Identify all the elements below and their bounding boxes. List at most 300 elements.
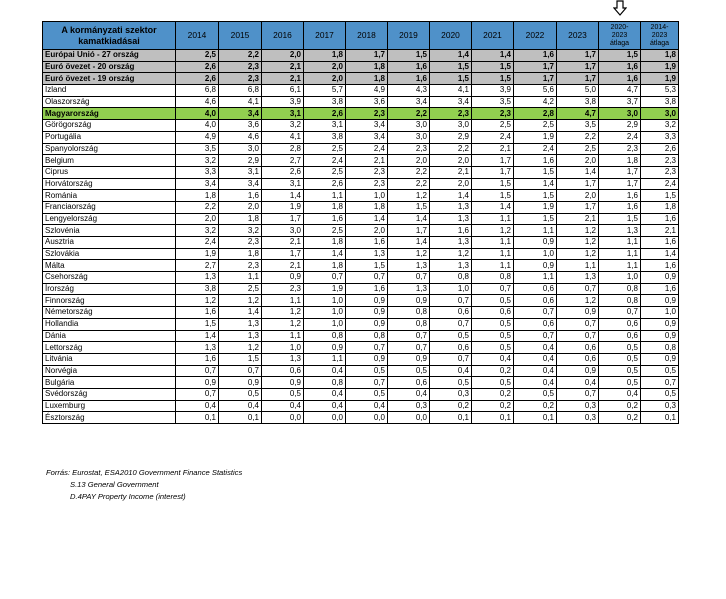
avg-header-line: 2023 [651, 31, 668, 39]
table-row [43, 272, 679, 284]
year-header-2020: 2020 [430, 22, 472, 50]
value-cell: 1,3 [557, 272, 599, 284]
value-cell: 1,3 [346, 248, 388, 260]
table-row [43, 213, 679, 225]
value-cell: 2,5 [472, 120, 514, 132]
value-cell: 2,4 [304, 155, 346, 167]
country-name: Olaszország [43, 96, 176, 108]
value-cell: 1,4 [557, 166, 599, 178]
value-cell: 0,0 [262, 412, 304, 424]
value-cell: 2,3 [472, 108, 514, 120]
value-cell: 3,5 [557, 120, 599, 132]
value-cell: 1,8 [599, 155, 641, 167]
value-cell: 2,6 [304, 178, 346, 190]
value-cell: 1,7 [557, 178, 599, 190]
country-name: Magyarország [43, 108, 176, 120]
value-cell: 2,5 [304, 166, 346, 178]
value-cell: 2,8 [262, 143, 304, 155]
value-cell: 4,1 [430, 85, 472, 97]
value-cell: 1,1 [262, 295, 304, 307]
value-cell: 0,4 [262, 400, 304, 412]
value-cell: 0,2 [472, 365, 514, 377]
value-cell: 3,0 [430, 120, 472, 132]
country-name: Csehország [43, 272, 176, 284]
country-name: Luxemburg [43, 400, 176, 412]
value-cell: 2,3 [430, 108, 472, 120]
value-cell: 1,4 [176, 330, 219, 342]
value-cell: 1,9 [641, 73, 679, 85]
value-cell: 2,1 [262, 237, 304, 249]
value-cell: 1,8 [346, 201, 388, 213]
value-cell: 1,1 [262, 330, 304, 342]
value-cell: 3,2 [641, 120, 679, 132]
value-cell: 0,7 [430, 295, 472, 307]
value-cell: 3,8 [176, 283, 219, 295]
value-cell: 0,3 [641, 400, 679, 412]
value-cell: 0,8 [472, 272, 514, 284]
value-cell: 2,3 [346, 178, 388, 190]
value-cell: 2,4 [346, 143, 388, 155]
value-cell: 2,6 [262, 166, 304, 178]
value-cell: 1,6 [176, 307, 219, 319]
value-cell: 0,6 [557, 353, 599, 365]
value-cell: 1,5 [219, 353, 262, 365]
value-cell: 3,4 [219, 178, 262, 190]
value-cell: 0,8 [599, 295, 641, 307]
value-cell: 2,4 [514, 143, 557, 155]
value-cell: 1,0 [304, 318, 346, 330]
value-cell: 1,9 [514, 131, 557, 143]
down-arrow-icon [613, 0, 627, 16]
value-cell: 3,8 [557, 96, 599, 108]
value-cell: 0,5 [346, 388, 388, 400]
value-cell: 1,1 [304, 190, 346, 202]
table-row [43, 365, 679, 377]
value-cell: 0,7 [346, 272, 388, 284]
table-row [43, 318, 679, 330]
value-cell: 1,9 [176, 248, 219, 260]
value-cell: 3,2 [176, 155, 219, 167]
value-cell: 2,6 [176, 73, 219, 85]
value-cell: 0,5 [219, 388, 262, 400]
value-cell: 1,4 [514, 178, 557, 190]
value-cell: 4,2 [514, 96, 557, 108]
value-cell: 0,7 [557, 318, 599, 330]
value-cell: 1,8 [346, 73, 388, 85]
value-cell: 0,8 [599, 283, 641, 295]
value-cell: 0,9 [641, 330, 679, 342]
value-cell: 0,6 [430, 342, 472, 354]
value-cell: 3,4 [346, 131, 388, 143]
value-cell: 0,5 [472, 295, 514, 307]
value-cell: 0,3 [388, 400, 430, 412]
value-cell: 0,8 [388, 307, 430, 319]
value-cell: 0,2 [514, 400, 557, 412]
table-row [43, 307, 679, 319]
value-cell: 4,7 [599, 85, 641, 97]
value-cell: 2,0 [430, 155, 472, 167]
value-cell: 4,9 [346, 85, 388, 97]
value-cell: 1,5 [176, 318, 219, 330]
value-cell: 0,9 [304, 342, 346, 354]
value-cell: 1,0 [599, 272, 641, 284]
value-cell: 1,6 [599, 73, 641, 85]
value-cell: 1,2 [262, 318, 304, 330]
value-cell: 3,0 [262, 225, 304, 237]
value-cell: 0,7 [557, 330, 599, 342]
value-cell: 0,8 [430, 272, 472, 284]
value-cell: 3,1 [304, 120, 346, 132]
value-cell: 0,7 [388, 272, 430, 284]
value-cell: 5,3 [641, 85, 679, 97]
value-cell: 1,7 [472, 155, 514, 167]
value-cell: 1,8 [346, 61, 388, 73]
value-cell: 1,2 [388, 248, 430, 260]
source-line-2: S.13 General Government [70, 480, 159, 489]
value-cell: 3,9 [262, 96, 304, 108]
value-cell: 0,5 [472, 330, 514, 342]
value-cell: 0,7 [176, 388, 219, 400]
value-cell: 4,0 [176, 120, 219, 132]
year-header-2014: 2014 [176, 22, 219, 50]
value-cell: 1,6 [176, 353, 219, 365]
table-row [43, 342, 679, 354]
value-cell: 1,5 [472, 61, 514, 73]
value-cell: 2,6 [641, 143, 679, 155]
value-cell: 1,8 [641, 201, 679, 213]
value-cell: 4,6 [219, 131, 262, 143]
country-name: Portugália [43, 131, 176, 143]
value-cell: 0,7 [514, 307, 557, 319]
table-row [43, 377, 679, 389]
value-cell: 2,5 [176, 50, 219, 62]
value-cell: 0,3 [557, 412, 599, 424]
value-cell: 3,8 [304, 131, 346, 143]
value-cell: 5,0 [557, 85, 599, 97]
value-cell: 0,2 [599, 400, 641, 412]
value-cell: 2,8 [514, 108, 557, 120]
table-body [43, 50, 679, 424]
value-cell: 1,1 [472, 248, 514, 260]
value-cell: 1,3 [262, 353, 304, 365]
table-row [43, 85, 679, 97]
value-cell: 0,4 [346, 400, 388, 412]
value-cell: 0,7 [304, 272, 346, 284]
year-header-2016: 2016 [262, 22, 304, 50]
value-cell: 3,2 [262, 120, 304, 132]
value-cell: 0,6 [557, 342, 599, 354]
value-cell: 2,1 [472, 143, 514, 155]
value-cell: 2,3 [219, 61, 262, 73]
source-line-1: Forrás: Eurostat, ESA2010 Government Finance Statistics [46, 468, 243, 477]
value-cell: 2,5 [304, 225, 346, 237]
value-cell: 0,1 [430, 412, 472, 424]
value-cell: 0,2 [430, 400, 472, 412]
value-cell: 1,1 [219, 272, 262, 284]
value-cell: 3,3 [176, 166, 219, 178]
value-cell: 0,5 [346, 365, 388, 377]
value-cell: 0,5 [599, 377, 641, 389]
value-cell: 2,3 [599, 143, 641, 155]
country-name: Norvégia [43, 365, 176, 377]
value-cell: 1,5 [472, 190, 514, 202]
value-cell: 0,9 [346, 307, 388, 319]
value-cell: 2,4 [472, 131, 514, 143]
value-cell: 0,9 [346, 295, 388, 307]
value-cell: 0,9 [514, 260, 557, 272]
value-cell: 0,9 [388, 353, 430, 365]
value-cell: 0,5 [262, 388, 304, 400]
value-cell: 0,3 [557, 400, 599, 412]
value-cell: 4,3 [388, 85, 430, 97]
value-cell: 1,6 [346, 237, 388, 249]
country-name: Lettország [43, 342, 176, 354]
value-cell: 1,8 [304, 237, 346, 249]
value-cell: 2,3 [346, 166, 388, 178]
table-row [43, 330, 679, 342]
avg-header-line: 2020- [610, 23, 629, 31]
value-cell: 0,8 [346, 330, 388, 342]
value-cell: 3,1 [262, 108, 304, 120]
value-cell: 0,4 [514, 342, 557, 354]
value-cell: 5,7 [304, 85, 346, 97]
value-cell: 1,6 [346, 283, 388, 295]
value-cell: 1,6 [641, 260, 679, 272]
table-title: A kormányzati szektor kamatkiadásai [43, 22, 176, 50]
country-name: Spanyolország [43, 143, 176, 155]
value-cell: 2,9 [430, 131, 472, 143]
value-cell: 2,5 [304, 143, 346, 155]
value-cell: 1,5 [430, 73, 472, 85]
avg-2014-2023-header [641, 22, 679, 50]
value-cell: 3,5 [176, 143, 219, 155]
country-name: Svédország [43, 388, 176, 400]
value-cell: 0,1 [641, 412, 679, 424]
value-cell: 1,7 [557, 201, 599, 213]
value-cell: 0,9 [641, 272, 679, 284]
value-cell: 1,3 [219, 318, 262, 330]
value-cell: 1,6 [599, 190, 641, 202]
value-cell: 1,9 [641, 61, 679, 73]
table-row [43, 388, 679, 400]
value-cell: 1,1 [557, 260, 599, 272]
table-row [43, 73, 679, 85]
value-cell: 0,0 [388, 412, 430, 424]
table-row [43, 201, 679, 213]
value-cell: 2,5 [219, 283, 262, 295]
country-name: Málta [43, 260, 176, 272]
value-cell: 3,3 [641, 131, 679, 143]
value-cell: 1,2 [557, 248, 599, 260]
value-cell: 1,4 [472, 201, 514, 213]
value-cell: 2,0 [557, 190, 599, 202]
table-row [43, 237, 679, 249]
value-cell: 1,3 [430, 237, 472, 249]
value-cell: 1,1 [304, 353, 346, 365]
table-row [43, 225, 679, 237]
value-cell: 0,1 [472, 412, 514, 424]
value-cell: 0,9 [557, 365, 599, 377]
value-cell: 4,7 [557, 108, 599, 120]
value-cell: 1,0 [346, 190, 388, 202]
country-name: Euró övezet - 20 ország [43, 61, 176, 73]
country-name: Szlovákia [43, 248, 176, 260]
value-cell: 0,7 [176, 365, 219, 377]
value-cell: 3,1 [262, 178, 304, 190]
value-cell: 1,4 [388, 213, 430, 225]
value-cell: 3,4 [219, 108, 262, 120]
country-name: Németország [43, 307, 176, 319]
value-cell: 3,4 [388, 96, 430, 108]
value-cell: 0,6 [262, 365, 304, 377]
value-cell: 0,1 [514, 412, 557, 424]
value-cell: 3,0 [599, 108, 641, 120]
country-name: Ausztria [43, 237, 176, 249]
value-cell: 2,9 [599, 120, 641, 132]
value-cell: 1,2 [388, 190, 430, 202]
value-cell: 1,2 [472, 225, 514, 237]
avg-2020-2023-header [599, 22, 641, 50]
year-header-2018: 2018 [346, 22, 388, 50]
value-cell: 0,4 [304, 400, 346, 412]
value-cell: 0,6 [599, 330, 641, 342]
value-cell: 5,6 [514, 85, 557, 97]
value-cell: 1,0 [304, 295, 346, 307]
value-cell: 1,4 [430, 50, 472, 62]
value-cell: 1,6 [599, 61, 641, 73]
value-cell: 2,3 [388, 143, 430, 155]
value-cell: 2,0 [219, 201, 262, 213]
value-cell: 2,1 [262, 73, 304, 85]
value-cell: 0,7 [514, 330, 557, 342]
value-cell: 1,2 [219, 295, 262, 307]
value-cell: 0,1 [219, 412, 262, 424]
header-row [43, 22, 679, 50]
value-cell: 0,9 [641, 318, 679, 330]
value-cell: 2,3 [346, 108, 388, 120]
table-row [43, 108, 679, 120]
value-cell: 0,9 [388, 295, 430, 307]
country-name: Románia [43, 190, 176, 202]
value-cell: 0,9 [641, 353, 679, 365]
table-row [43, 96, 679, 108]
value-cell: 1,6 [599, 201, 641, 213]
country-name: Hollandia [43, 318, 176, 330]
value-cell: 2,0 [262, 50, 304, 62]
value-cell: 1,3 [430, 260, 472, 272]
avg-header-line: átlaga [609, 39, 630, 47]
value-cell: 1,1 [599, 260, 641, 272]
value-cell: 2,3 [219, 237, 262, 249]
value-cell: 2,4 [641, 178, 679, 190]
value-cell: 1,1 [472, 237, 514, 249]
table-row [43, 50, 679, 62]
value-cell: 2,2 [388, 178, 430, 190]
value-cell: 0,7 [557, 283, 599, 295]
country-name: Finnország [43, 295, 176, 307]
value-cell: 1,9 [514, 201, 557, 213]
country-name: Franciaország [43, 201, 176, 213]
value-cell: 0,4 [304, 365, 346, 377]
value-cell: 1,2 [557, 237, 599, 249]
value-cell: 1,1 [514, 225, 557, 237]
value-cell: 1,3 [388, 283, 430, 295]
value-cell: 1,0 [430, 283, 472, 295]
value-cell: 6,8 [219, 85, 262, 97]
value-cell: 1,1 [599, 248, 641, 260]
value-cell: 1,5 [472, 73, 514, 85]
value-cell: 0,9 [219, 377, 262, 389]
value-cell: 4,1 [262, 131, 304, 143]
value-cell: 1,6 [219, 190, 262, 202]
value-cell: 3,4 [176, 178, 219, 190]
value-cell: 0,7 [430, 353, 472, 365]
value-cell: 2,7 [262, 155, 304, 167]
table-row [43, 178, 679, 190]
value-cell: 2,4 [599, 131, 641, 143]
value-cell: 1,1 [514, 272, 557, 284]
value-cell: 0,5 [472, 318, 514, 330]
value-cell: 1,5 [388, 50, 430, 62]
value-cell: 1,7 [346, 50, 388, 62]
value-cell: 1,6 [388, 61, 430, 73]
value-cell: 2,3 [641, 166, 679, 178]
value-cell: 2,0 [176, 213, 219, 225]
value-cell: 1,2 [557, 225, 599, 237]
country-name: Horvátország [43, 178, 176, 190]
value-cell: 0,5 [599, 353, 641, 365]
value-cell: 1,3 [219, 330, 262, 342]
value-cell: 0,4 [514, 365, 557, 377]
value-cell: 1,1 [599, 237, 641, 249]
value-cell: 0,2 [599, 412, 641, 424]
value-cell: 1,7 [472, 166, 514, 178]
interest-expenditure-table [42, 21, 679, 424]
value-cell: 0,7 [346, 342, 388, 354]
value-cell: 2,6 [304, 108, 346, 120]
value-cell: 1,4 [346, 213, 388, 225]
country-name: Euró övezet - 19 ország [43, 73, 176, 85]
value-cell: 1,1 [472, 260, 514, 272]
value-cell: 0,9 [176, 377, 219, 389]
country-name: Izland [43, 85, 176, 97]
year-header-2017: 2017 [304, 22, 346, 50]
value-cell: 0,9 [514, 237, 557, 249]
value-cell: 2,1 [346, 155, 388, 167]
value-cell: 6,8 [176, 85, 219, 97]
country-name: Dánia [43, 330, 176, 342]
value-cell: 1,8 [304, 260, 346, 272]
value-cell: 0,2 [472, 400, 514, 412]
value-cell: 1,4 [262, 190, 304, 202]
value-cell: 1,5 [430, 61, 472, 73]
value-cell: 2,2 [388, 108, 430, 120]
value-cell: 0,4 [219, 400, 262, 412]
value-cell: 1,5 [514, 166, 557, 178]
value-cell: 0,8 [304, 377, 346, 389]
value-cell: 1,4 [641, 248, 679, 260]
value-cell: 0,9 [346, 353, 388, 365]
value-cell: 1,5 [599, 213, 641, 225]
value-cell: 1,0 [262, 342, 304, 354]
value-cell: 1,9 [262, 201, 304, 213]
value-cell: 2,1 [262, 61, 304, 73]
table-row [43, 353, 679, 365]
value-cell: 0,5 [599, 365, 641, 377]
source-line-3: D.4PAY Property Income (interest) [70, 492, 186, 501]
value-cell: 2,1 [641, 225, 679, 237]
value-cell: 0,8 [641, 342, 679, 354]
